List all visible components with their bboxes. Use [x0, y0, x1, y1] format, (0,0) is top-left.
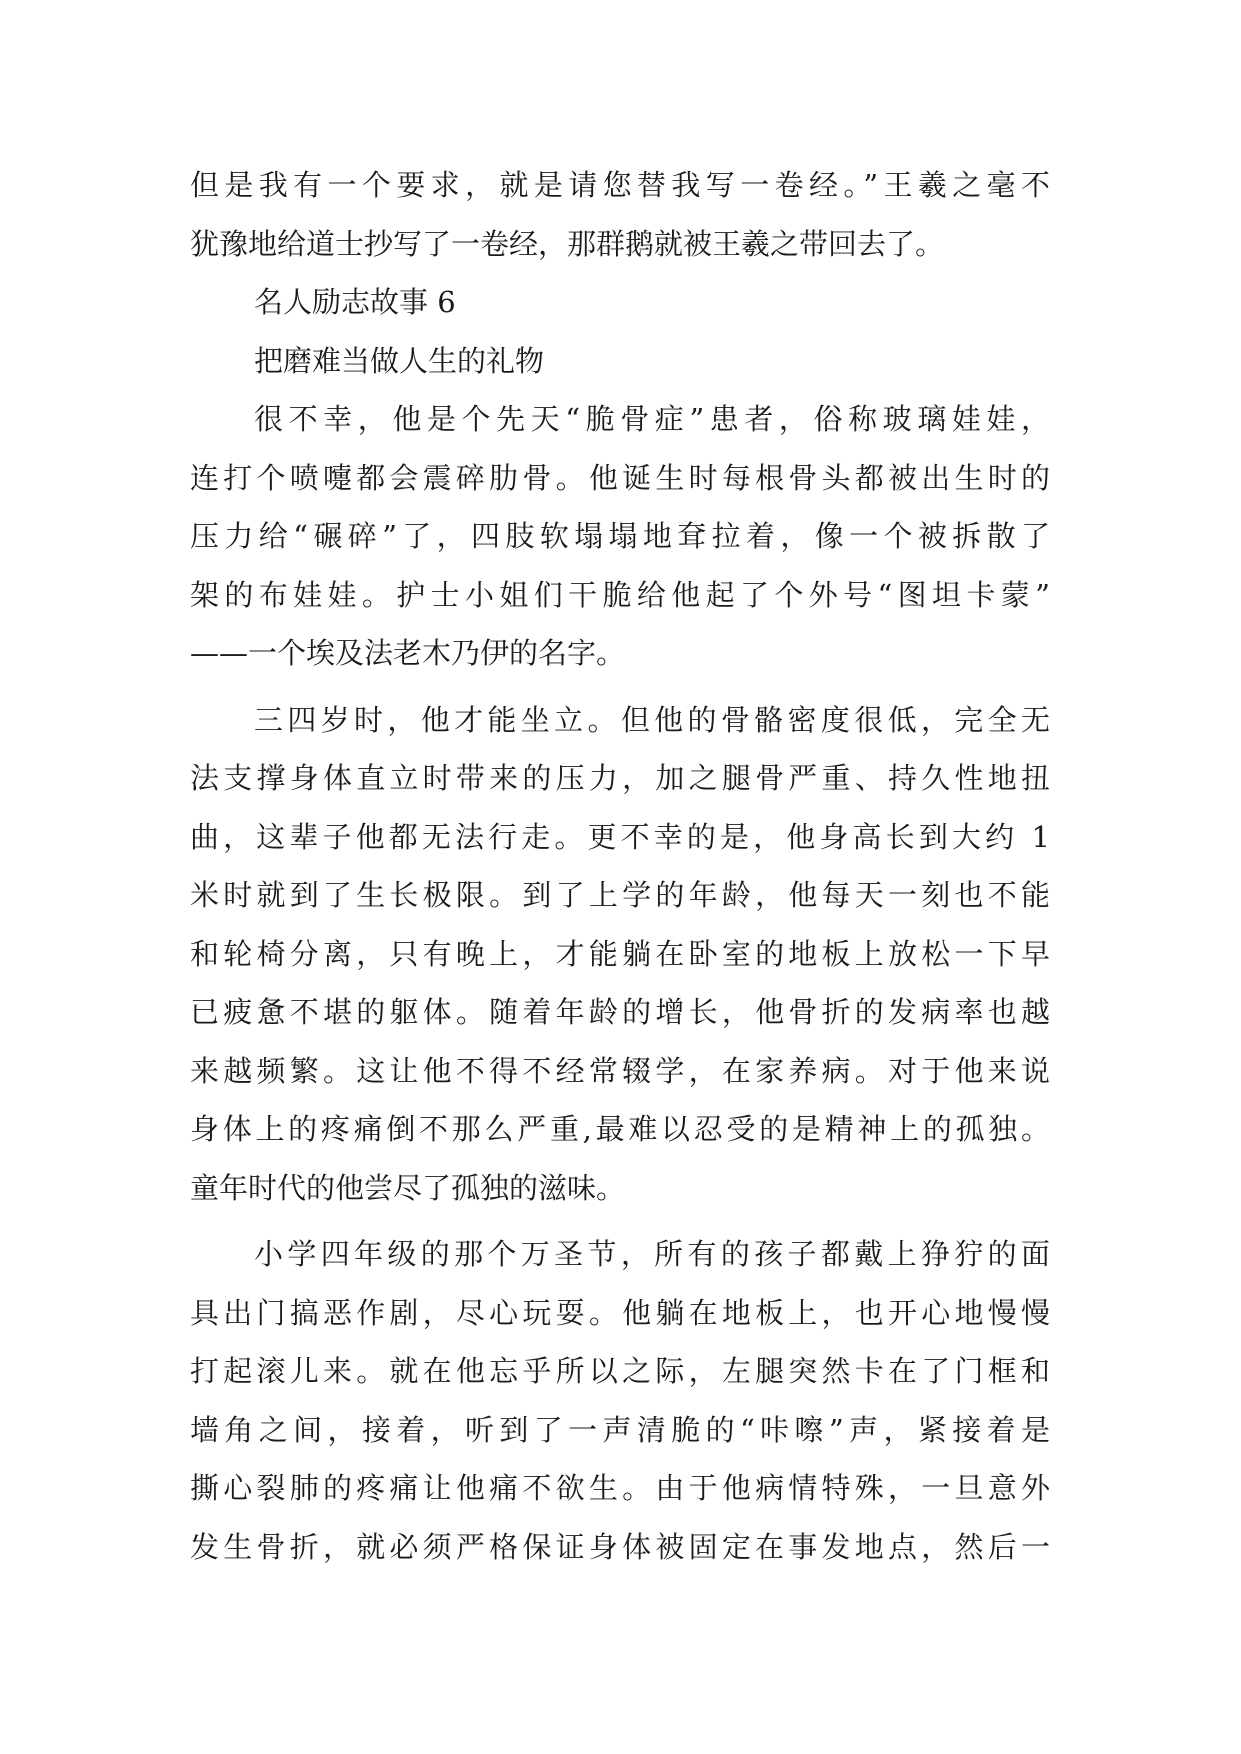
- text-line: 墙角之间，接着，听到了一声清脆的“咔嚓”声，紧接着是: [190, 1412, 1050, 1447]
- text-line: 已疲惫不堪的躯体。随着年龄的增长，他骨折的发病率也越: [190, 995, 1050, 1029]
- text-line: 连打个喷嚏都会震碎肋骨。他诞生时每根骨头都被出生时的: [190, 460, 1050, 495]
- text-line: 童年时代的他尝尽了孤独的滋味。: [190, 1170, 626, 1205]
- document-body: [190, 156, 1050, 1576]
- text-line: 米时就到了生长极限。到了上学的年龄，他每天一刻也不能: [190, 878, 1050, 912]
- text-line: 压力给“碾碎”了，四肢软塌塌地耷拉着，像一个被拆散了: [190, 519, 1050, 553]
- text-line: 来越频繁。这让他不得不经常辍学，在家养病。对于他来说: [190, 1053, 1050, 1088]
- paragraph-gap: [190, 1217, 1050, 1225]
- text-line: 发生骨折，就必须严格保证身体被固定在事发地点，然后一: [190, 1529, 1050, 1564]
- text-line: 撕心裂肺的疼痛让他痛不欲生。由于他病情特殊，一旦意外: [190, 1471, 1050, 1505]
- text-line: ——一个埃及法老木乃伊的名字。: [190, 636, 626, 670]
- text-line: 小学四年级的那个万圣节，所有的孩子都戴上狰狞的面: [254, 1237, 1050, 1271]
- text-line: 曲，这辈子他都无法行走。更不幸的是，他身高长到大约 1: [190, 819, 1050, 854]
- text-line: 身体上的疼痛倒不那么严重,最难以忍受的是精神上的孤独。: [190, 1112, 1050, 1146]
- text-line: 但是我有一个要求，就是请您替我写一卷经。”王羲之毫不: [190, 168, 1050, 202]
- text-line: 很不幸，他是个先天“脆骨症”患者，俗称玻璃娃娃，: [254, 402, 1050, 436]
- text-line: 和轮椅分离，只有晚上，才能躺在卧室的地板上放松一下早: [190, 936, 1050, 971]
- paragraph-1: [190, 390, 1050, 683]
- text-line: 架的布娃娃。护士小姐们干脆给他起了个外号“图坦卡蒙”: [190, 577, 1050, 612]
- text-line: 犹豫地给道士抄写了一卷经，那群鹅就被王羲之带回去了。: [190, 226, 945, 261]
- story-title: 把磨难当做人生的礼物: [254, 343, 545, 378]
- text-line: 打起滚儿来。就在他忘乎所以之际，左腿突然卡在了门框和: [190, 1354, 1050, 1388]
- paragraph-2: [190, 691, 1050, 1218]
- paragraph-3: [190, 1225, 1050, 1576]
- section-title: 名人励志故事 6: [254, 285, 456, 319]
- text-line: 三四岁时，他才能坐立。但他的骨骼密度很低，完全无: [254, 702, 1050, 737]
- paragraph-gap: [190, 683, 1050, 691]
- text-line: 法支撑身体直立时带来的压力，加之腿骨严重、持久性地扭: [190, 761, 1050, 795]
- text-line: 具出门搞恶作剧，尽心玩耍。他躺在地板上，也开心地慢慢: [190, 1295, 1050, 1330]
